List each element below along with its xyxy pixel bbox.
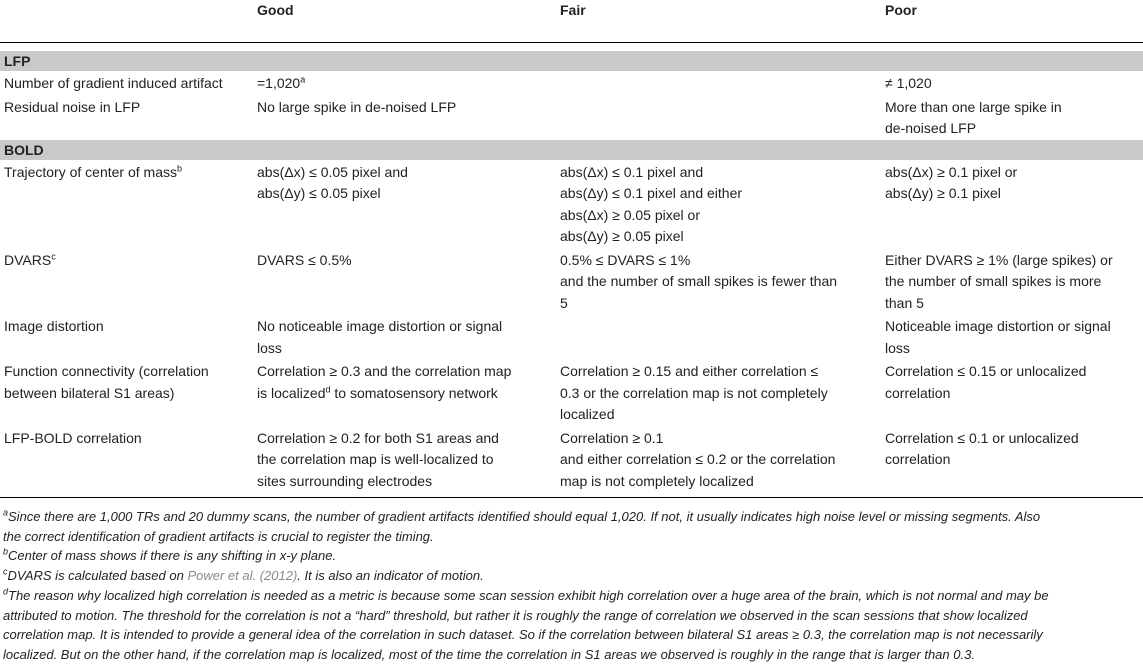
footnote-d: $^d$The reason why localized high correlation is needed as a metric is because some scan session exhibit high correlation over a huge area of the brain, which is not normal and may be attributed to motion. The threshold for the correlation is not a “hard” threshold, but rather it is roughly the range of correlation we observed in the scan sessions that show localized correlation map. It is intended to provide a general idea of the correlation in such dataset. So if the correlation between bilateral S1 areas ≥ 0.3, the correlation map is not necessarily localized. But on the other hand, if the correlation map is localized, most of the time the correlation in S1 areas we observed is roughly in the range that is larger than 0.3. (3, 586, 1049, 662)
fair-cell (556, 71, 881, 95)
footnote-a: $^a$Since there are 1,000 TRs and 20 dummy scans, the number of gradient artifacts identified should equal 1,020. If not, it usually indicates high noise level or missing segments. Also the correct identification of gradient artifacts is crucial to register the timing. (3, 507, 1041, 544)
fair-cell (556, 314, 881, 359)
footnote-c: $^c$DVARS is calculated based on Power et al. (2012). It is also an indicator of motion. (3, 566, 484, 583)
citation-link[interactable]: Power et al. (2012) (187, 568, 298, 583)
table-row (0, 314, 1143, 359)
criterion-cell: Residual noise in LFP (4, 98, 141, 115)
criterion-cell: Image distortion (4, 318, 104, 334)
poor-cell: abs(Δx) ≥ 0.1 pixel or abs(Δy) ≥ 0.1 pixel (885, 163, 1018, 201)
good-cell: Correlation ≥ 0.3 and the correlation map is localized$^d$ to somatosensory network (257, 363, 512, 401)
criterion-cell: LFP-BOLD correlation (0, 426, 253, 498)
poor-cell: Noticeable image distortion or signal loss (885, 318, 1111, 356)
criterion-cell: DVARS$^c$ (4, 250, 56, 268)
section-label: BOLD (0, 140, 1143, 160)
fair-cell: 0.5% ≤ DVARS ≤ 1% and the number of small spikes is fewer than 5 (560, 251, 838, 311)
good-cell: abs(Δx) ≤ 0.05 pixel and abs(Δy) ≤ 0.05 pixel (257, 163, 408, 201)
criterion-cell: Number of gradient induced artifact (4, 75, 223, 91)
table-row (0, 359, 1143, 426)
section-label: LFP (0, 51, 1143, 71)
fair-cell: Correlation ≥ 0.1 and either correlation ≤ 0.2 or the correlation map is not completely localized (556, 426, 881, 498)
criterion-cell: Trajectory of center of mass$^b$ (4, 162, 182, 180)
table-row (0, 71, 1143, 95)
header-criterion (0, 0, 253, 43)
table-row (0, 160, 1143, 248)
header-fair: Fair (556, 0, 881, 43)
good-cell: Correlation ≥ 0.2 for both S1 areas and the correlation map is well-localized to sites surrounding electrodes (253, 426, 556, 498)
good-cell: No large spike in de-noised LFP (257, 98, 457, 115)
section-bold (0, 140, 1143, 160)
poor-cell: More than one large spike in de-noised LFP (885, 98, 1062, 136)
poor-cell: Either DVARS ≥ 1% (large spikes) or the number of small spikes is more than 5 (885, 251, 1113, 311)
section-lfp (0, 51, 1143, 71)
table-row (0, 95, 1143, 140)
poor-cell: Correlation ≤ 0.1 or unlocalized correlation (881, 426, 1143, 498)
header-good: Good (253, 0, 556, 43)
header-poor: Poor (881, 0, 1143, 43)
table-row (0, 248, 1143, 315)
poor-cell: Correlation ≤ 0.15 or unlocalized correlation (885, 363, 1087, 401)
table-row (0, 426, 1143, 498)
fair-cell (556, 95, 881, 140)
poor-cell: ≠ 1,020 (885, 75, 932, 91)
criterion-cell: Function connectivity (correlation between bilateral S1 areas) (4, 363, 209, 401)
fair-cell: Correlation ≥ 0.15 and either correlation ≤ 0.3 or the correlation map is not completely localized (560, 363, 828, 422)
good-cell: No noticeable image distortion or signal loss (257, 318, 503, 356)
footnote-b: $^b$Center of mass shows if there is any shifting in x-y plane. (3, 546, 337, 563)
good-cell: =1,020$^a$ (257, 74, 306, 91)
header-row (0, 0, 1143, 43)
fair-cell: abs(Δx) ≤ 0.1 pixel and abs(Δy) ≤ 0.1 pixel and either abs(Δx) ≥ 0.05 pixel or abs(Δy) ≥ 0.05 pixel (560, 163, 743, 244)
good-cell: DVARS ≤ 0.5% (257, 251, 352, 268)
